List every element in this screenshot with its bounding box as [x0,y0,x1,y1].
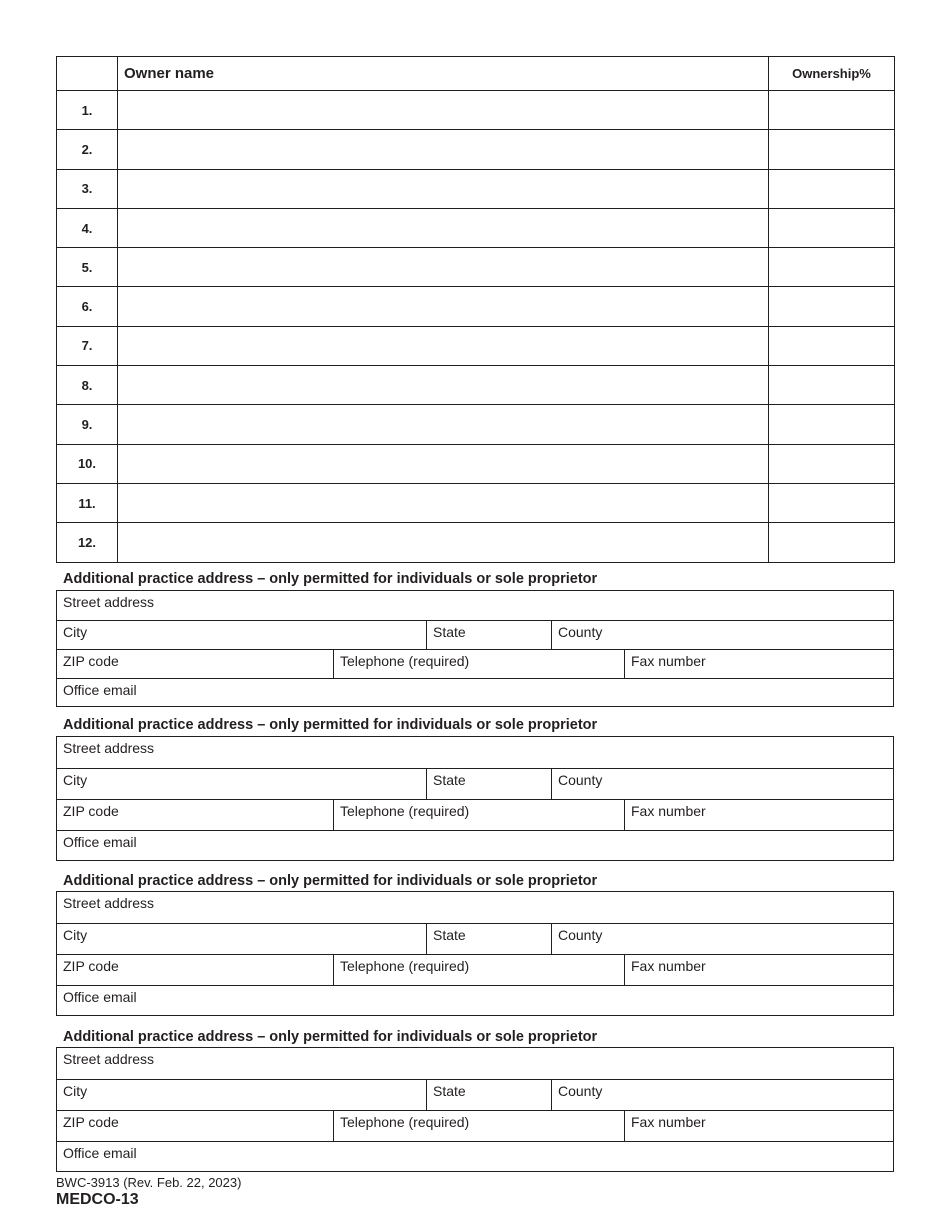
address-section-box [56,736,894,861]
fax-number-field-label: Fax number [631,653,706,669]
ownership-percent-field[interactable] [769,483,895,522]
owner-name-field[interactable] [118,287,769,326]
ownership-percent-field[interactable] [769,91,895,130]
city-row [57,620,893,649]
address-section-title: Additional practice address – only permitted for individuals or sole proprietor [63,717,598,733]
telephone-field-label: Telephone (required) [340,653,470,669]
office-email-field-label: Office email [63,682,137,698]
zip-code-field[interactable] [57,650,333,678]
contact-row [57,649,893,678]
owner-row [57,169,895,208]
owner-row-number: 12. [57,523,118,562]
state-field[interactable] [426,924,551,954]
telephone-field[interactable] [333,1111,624,1141]
fax-number-field[interactable] [624,650,893,678]
owner-row [57,91,895,130]
number-column-header [57,57,118,91]
zip-code-field-label: ZIP code [63,1114,119,1130]
owner-name-field[interactable] [118,483,769,522]
owner-name-field[interactable] [118,405,769,444]
owner-name-field[interactable] [118,444,769,483]
owner-row-number: 8. [57,366,118,405]
owner-name-field[interactable] [118,91,769,130]
owner-row [57,130,895,169]
contact-row [57,799,893,830]
county-field[interactable] [551,1080,893,1110]
city-field[interactable] [57,1080,426,1110]
owners-table [56,56,895,563]
city-row [57,923,893,954]
zip-code-field[interactable] [57,1111,333,1141]
owner-row-number: 11. [57,483,118,522]
owner-row-number: 1. [57,91,118,130]
form-revision: BWC-3913 (Rev. Feb. 22, 2023) [56,1175,242,1190]
owner-row-number: 9. [57,405,118,444]
owner-row [57,326,895,365]
form-code: MEDCO-13 [56,1191,139,1208]
street-row [57,1048,893,1079]
email-row [57,985,893,1015]
ownership-percent-field[interactable] [769,326,895,365]
owner-row [57,523,895,562]
state-field-label: State [433,772,466,788]
owner-row-number: 2. [57,130,118,169]
address-section-title: Additional practice address – only permitted for individuals or sole proprietor [63,873,598,889]
owners-table-header [57,57,895,91]
zip-code-field-label: ZIP code [63,803,119,819]
city-row [57,1079,893,1110]
telephone-field[interactable] [333,800,624,830]
office-email-field[interactable] [57,679,893,706]
owner-row-number: 3. [57,169,118,208]
city-field-label: City [63,772,88,788]
street-row [57,591,893,620]
fax-number-field-label: Fax number [631,803,706,819]
telephone-field[interactable] [333,955,624,985]
street-address-field[interactable] [57,737,893,768]
street-address-field-label: Street address [63,740,155,756]
owner-name-field[interactable] [118,208,769,247]
state-field[interactable] [426,1080,551,1110]
street-address-field-label: Street address [63,1051,155,1067]
city-field-label: City [63,927,88,943]
street-row [57,892,893,923]
street-address-field-label: Street address [63,895,155,911]
office-email-field-label: Office email [63,1145,137,1161]
ownership-percent-field[interactable] [769,130,895,169]
county-field-label: County [558,1083,603,1099]
city-field[interactable] [57,924,426,954]
owner-row [57,366,895,405]
ownership-percent-column-header: Ownership% [769,57,895,91]
fax-number-field[interactable] [624,800,893,830]
owner-row [57,208,895,247]
office-email-field-label: Office email [63,989,137,1005]
ownership-percent-field[interactable] [769,523,895,562]
state-field-label: State [433,1083,466,1099]
owner-row-number: 4. [57,208,118,247]
street-row [57,737,893,768]
city-field-label: City [63,1083,88,1099]
address-section-title: Additional practice address – only permitted for individuals or sole proprietor [63,1029,598,1045]
fax-number-field-label: Fax number [631,958,706,974]
email-row [57,830,893,860]
ownership-percent-field[interactable] [769,287,895,326]
owner-name-field[interactable] [118,326,769,365]
telephone-field-label: Telephone (required) [340,958,470,974]
state-field-label: State [433,927,466,943]
state-field[interactable] [426,769,551,799]
telephone-field[interactable] [333,650,624,678]
county-field-label: County [558,772,603,788]
ownership-percent-field[interactable] [769,405,895,444]
address-section-box [56,891,894,1016]
owner-row [57,483,895,522]
fax-number-field[interactable] [624,1111,893,1141]
owner-name-column-header: Owner name [118,57,769,91]
owner-row [57,444,895,483]
contact-row [57,1110,893,1141]
county-field[interactable] [551,769,893,799]
state-field-label: State [433,624,466,640]
ownership-percent-field[interactable] [769,444,895,483]
office-email-field-label: Office email [63,834,137,850]
email-row [57,1141,893,1171]
street-address-field-label: Street address [63,594,155,610]
owner-row [57,405,895,444]
owner-row [57,248,895,287]
owner-row-number: 7. [57,326,118,365]
zip-code-field[interactable] [57,800,333,830]
owner-row [57,287,895,326]
owner-name-field[interactable] [118,523,769,562]
county-field-label: County [558,624,603,640]
ownership-percent-field[interactable] [769,248,895,287]
street-address-field[interactable] [57,1048,893,1079]
owner-name-field[interactable] [118,248,769,287]
office-email-field[interactable] [57,831,893,860]
fax-number-field[interactable] [624,955,893,985]
city-field[interactable] [57,769,426,799]
address-section-title: Additional practice address – only permitted for individuals or sole proprietor [63,571,598,587]
ownership-percent-field[interactable] [769,169,895,208]
owner-row-number: 5. [57,248,118,287]
county-field-label: County [558,927,603,943]
county-field[interactable] [551,621,893,649]
state-field[interactable] [426,621,551,649]
owner-name-field[interactable] [118,130,769,169]
email-row [57,678,893,706]
city-field-label: City [63,624,88,640]
telephone-field-label: Telephone (required) [340,1114,470,1130]
owner-row-number: 10. [57,444,118,483]
ownership-percent-field[interactable] [769,366,895,405]
city-row [57,768,893,799]
owner-name-field[interactable] [118,169,769,208]
owner-name-field[interactable] [118,366,769,405]
zip-code-field-label: ZIP code [63,653,119,669]
owner-row-number: 6. [57,287,118,326]
zip-code-field-label: ZIP code [63,958,119,974]
contact-row [57,954,893,985]
street-address-field[interactable] [57,591,893,620]
office-email-field[interactable] [57,1142,893,1171]
address-section-box [56,590,894,707]
county-field[interactable] [551,924,893,954]
city-field[interactable] [57,621,426,649]
telephone-field-label: Telephone (required) [340,803,470,819]
office-email-field[interactable] [57,986,893,1015]
ownership-percent-field[interactable] [769,208,895,247]
street-address-field[interactable] [57,892,893,923]
fax-number-field-label: Fax number [631,1114,706,1130]
address-section-box [56,1047,894,1172]
zip-code-field[interactable] [57,955,333,985]
